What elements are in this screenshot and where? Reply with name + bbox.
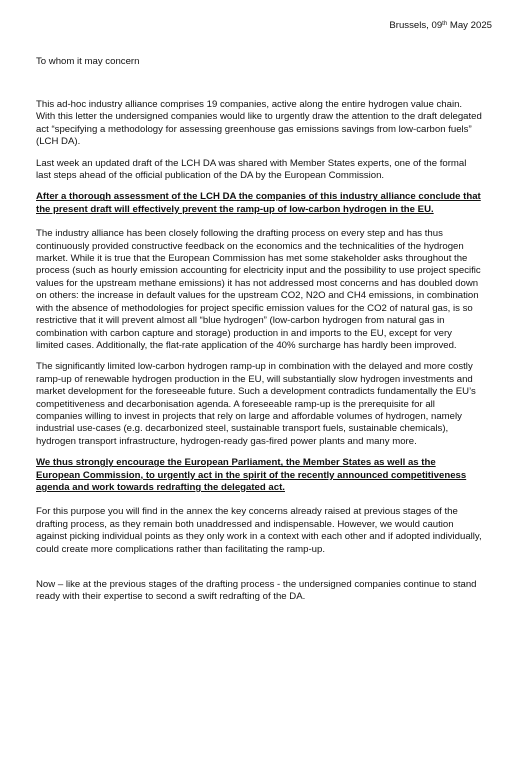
paragraph-closing: Now – like at the previous stages of the drafting process - the undersigned companies continue to stand ready with their expertise to second a swift redrafting of the DA. <box>36 579 477 603</box>
paragraph-call-to-action: We thus strongly encourage the European Parliament, the Member States as well as the European Commission, to urgently act in the spirit of the recently announced competitiveness agenda and work towards redrafting the delegated act. <box>36 457 467 493</box>
paragraph-annex: For this purpose you will find in the annex the key concerns already raised at previous stages of the drafting process, as they remain both unaddressed and indispensable. However, we would caution against picking individual points as they only work in a context with each other and if adopted individually, could create more complications rather than facilitating the ramp-up. <box>36 506 482 555</box>
date-prefix: Brussels, 09 <box>389 20 443 31</box>
date-suffix: May 2025 <box>447 20 492 31</box>
date-ordinal: th <box>442 21 448 27</box>
letter-date <box>389 20 492 32</box>
paragraph-rampup-impact: The significantly limited low-carbon hydrogen ramp-up in combination with the delayed and more costly ramp-up of renewable hydrogen production in the EU, will substantially slow hydrogen investments and market development for the foreseeable future. Such a development contradicts fundamentally the EU’s competitiveness and decarbonisation agenda. A foreseeable ramp-up is the prerequisite for all companies willing to invest in projects that rely on large and affordable volumes of hydrogen, namely industrial use-cases (e.g. decarbonized steel, sustainable transport fuels, sustainable chemicals), hydrogen transport infrastructure, hydrogen-ready gas-fired power plants and many more. <box>36 361 476 447</box>
salutation: To whom it may concern <box>36 56 140 67</box>
paragraph-drafting-process: The industry alliance has been closely following the drafting process on every step and has thus continuously provided constructive feedback on the economics and the technicalities of the hydrogen market. While it is true that the European Commission has met some stakeholder asks throughout the process (such as hourly emission accounting for electricity input and the possibility to use project specific values for the upstream methane emissions) it has not addressed most concerns and has doubled down on others: the increase in default values for the upstream CO2, N2O and CH4 emissions, in combination with the absence of methodologies for project specific emission values for the CO2 of natural gas, is so restrictive that it will prevent almost all “blue hydrogen” (low-carbon hydrogen from natural gas in combination with carbon capture and storage) production in and imports to the EU, except for very limited cases. Additionally, the flat-rate application of the 40% surcharge has hardly been improved. <box>36 228 481 351</box>
paragraph-conclusion-highlight: After a thorough assessment of the LCH DA the companies of this industry alliance conclude that the present draft will effectively prevent the ramp-up of low-carbon hydrogen in the EU. <box>36 191 481 215</box>
letter-body <box>36 99 482 604</box>
paragraph-intro: This ad-hoc industry alliance comprises 19 companies, active along the entire hydrogen value chain. With this letter the undersigned companies would like to urgently draw the attention to the draft delegated act “specifying a methodology for assessing greenhouse gas emissions savings from low-carbon fuels” (LCH DA). <box>36 99 482 148</box>
paragraph-draft-shared: Last week an updated draft of the LCH DA was shared with Member States experts, one of the formal last steps ahead of the official publication of the DA by the European Commission. <box>36 157 467 182</box>
